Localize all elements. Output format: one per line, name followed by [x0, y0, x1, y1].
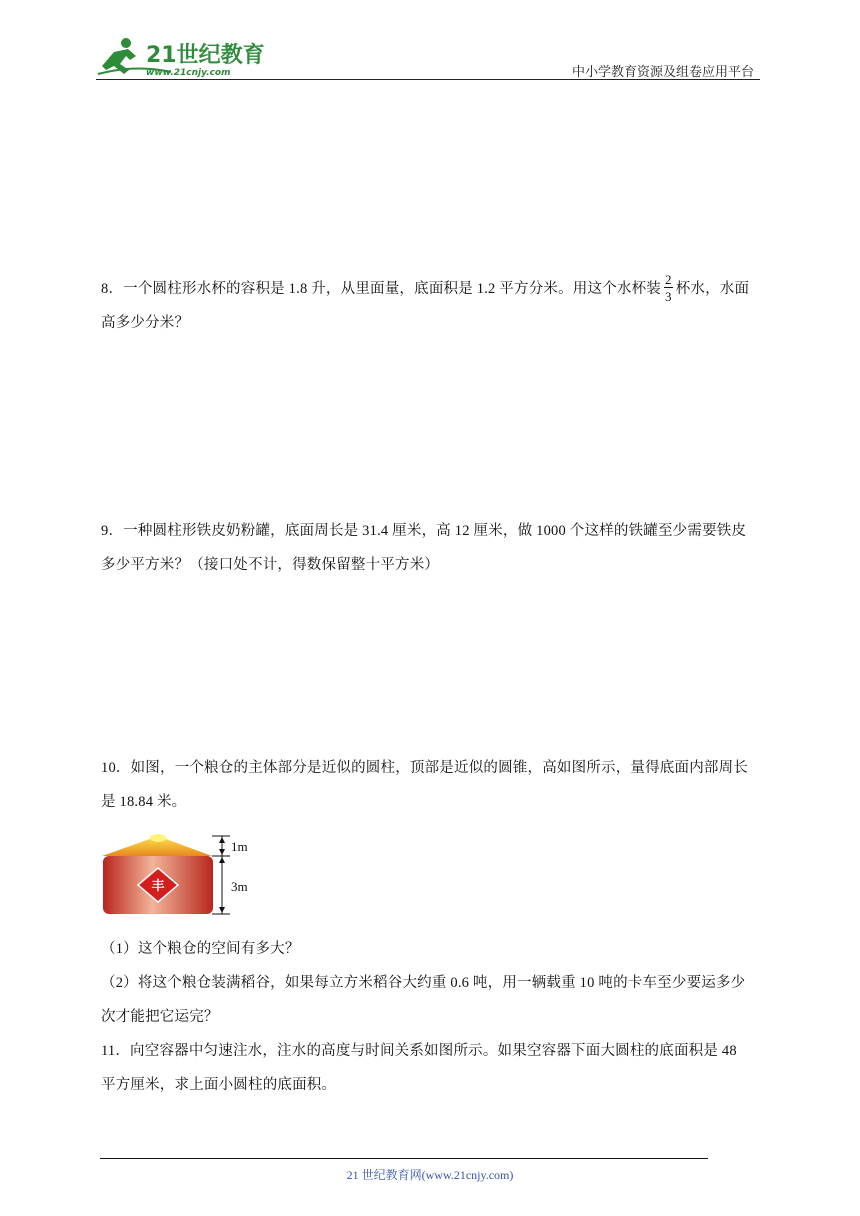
question-9	[101, 514, 765, 582]
footer-text: 21 世纪教育网(www.21cnjy.com)	[346, 1168, 514, 1182]
granary-sign-text: 丰	[151, 879, 165, 894]
question-8-text-b: 杯水，水面	[675, 281, 750, 297]
body-height-label: 3m	[231, 879, 248, 894]
site-logo	[96, 34, 266, 80]
question-10-subquestions	[101, 932, 765, 1034]
question-10-sub-1: （1）这个粮仓的空间有多大？	[101, 941, 300, 957]
question-11-line-2: 平方厘米，求上面小圆柱的底面积。	[101, 1077, 337, 1093]
question-11-line-1: 11．向空容器中匀速注水，注水的高度与时间关系如图所示。如果空容器下面大圆柱的底面积是 48	[101, 1043, 737, 1059]
question-8-line-1	[101, 272, 765, 306]
header-tagline: 中小学教育资源及组卷应用平台	[571, 64, 754, 79]
question-10	[101, 751, 765, 819]
header-divider	[96, 79, 760, 80]
fraction-numerator: 2	[665, 271, 672, 287]
question-8-text-a: 8．一个圆柱形水杯的容积是 1.8 升，从里面量，底面积是 1.2 平方分米。用这个水杯装	[101, 281, 661, 297]
granary-figure	[100, 828, 270, 920]
question-9-line-2: 多少平方米？（接口处不计，得数保留整十平方米）	[101, 557, 440, 573]
question-10-line-2: 是 18.84 米。	[101, 794, 187, 810]
question-9-line-1: 9．一种圆柱形铁皮奶粉罐，底面周长是 31.4 厘米，高 12 厘米，做 1000 个这样的铁罐至少需要铁皮	[101, 523, 747, 539]
fraction	[664, 273, 673, 303]
top-height-label: 1m	[231, 839, 248, 854]
footer-divider	[100, 1158, 708, 1159]
fraction-denominator: 3	[665, 288, 672, 304]
logo-text: 21世纪教育	[146, 43, 265, 68]
logo-url: www.21cnjy.com	[146, 68, 231, 78]
question-10-sub-2-line-1: （2）将这个粮仓装满稻谷，如果每立方米稻谷大约重 0.6 吨，用一辆载重 10 吨的卡车至少要运多少	[101, 975, 746, 991]
question-10-sub-2-line-2: 次才能把它运完？	[101, 1009, 219, 1025]
question-11	[101, 1034, 765, 1102]
question-10-line-1: 10．如图，一个粮仓的主体部分是近似的圆柱，顶部是近似的圆锥，高如图所示，量得底面内部周长	[101, 760, 748, 776]
question-8-line-2: 高多少分米？	[101, 315, 190, 331]
question-8	[101, 272, 765, 340]
